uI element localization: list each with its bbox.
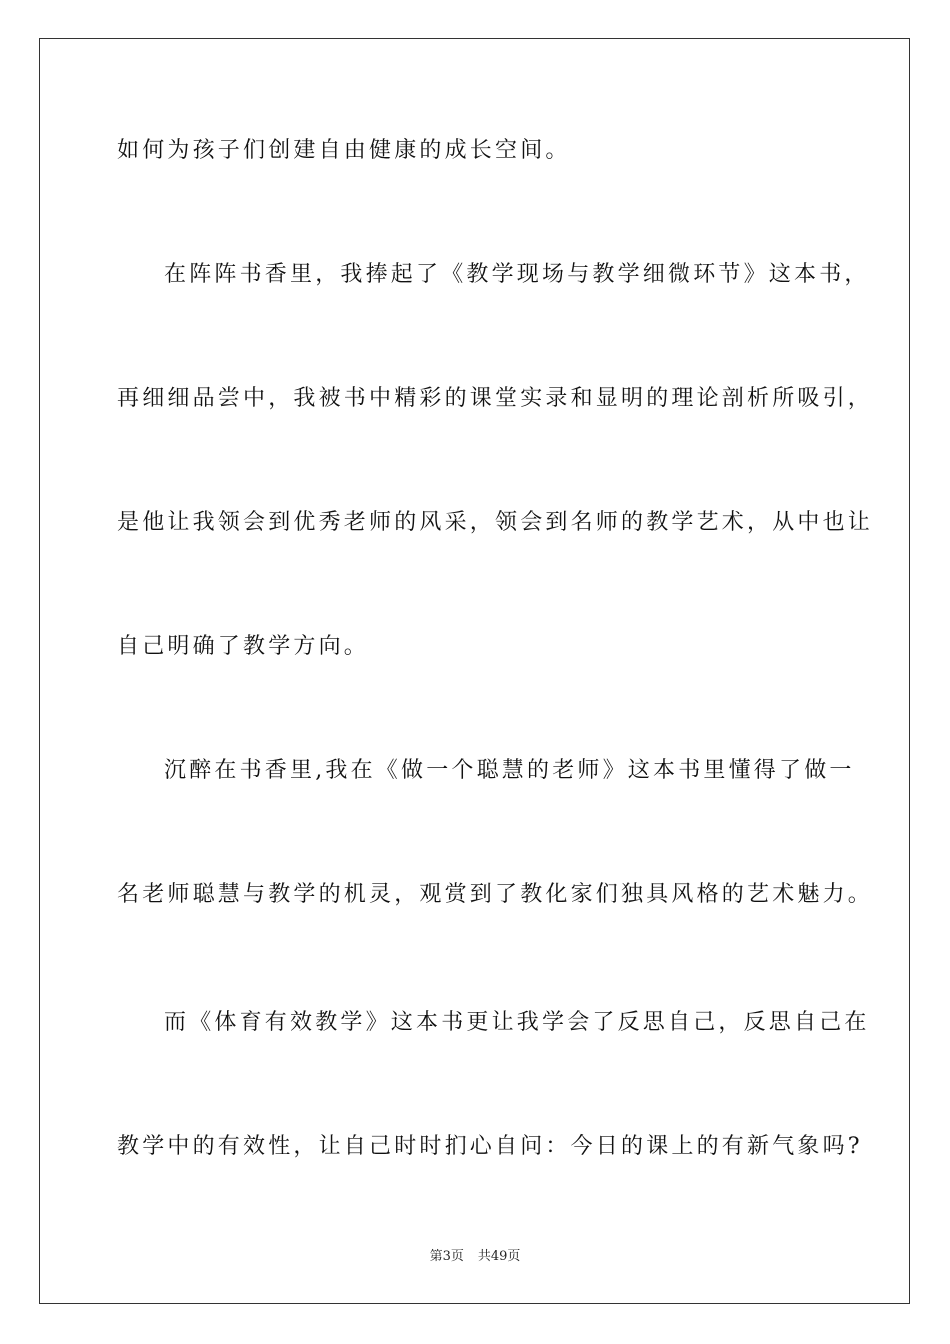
text-line: 名老师聪慧与教学的机灵，观赏到了教化家们独具风格的艺术魅力。: [117, 882, 874, 907]
page-number: 第3页: [429, 1249, 464, 1264]
text-line: 再细细品尝中，我被书中精彩的课堂实录和显明的理论剖析所吸引，: [117, 386, 874, 411]
paragraph-start-line: 沉醉在书香里,我在《做一个聪慧的老师》这本书里懂得了做一: [164, 758, 855, 783]
page-footer: [0, 1248, 950, 1266]
page-frame: [39, 38, 910, 1304]
paragraph-start-line: 而《体育有效教学》这本书更让我学会了反思自己，反思自己在: [164, 1010, 870, 1035]
text-line: 自己明确了教学方向。: [117, 634, 370, 659]
text-line: 是他让我领会到优秀老师的风采，领会到名师的教学艺术，从中也让: [117, 510, 874, 535]
paragraph-start-line: 在阵阵书香里，我捧起了《教学现场与教学细微环节》这本书，: [164, 262, 870, 287]
text-line: 如何为孩子们创建自由健康的成长空间。: [117, 138, 571, 163]
total-pages: 共49页: [477, 1249, 521, 1264]
text-line: 教学中的有效性，让自己时时扪心自问：今日的课上的有新气象吗?: [117, 1134, 863, 1159]
